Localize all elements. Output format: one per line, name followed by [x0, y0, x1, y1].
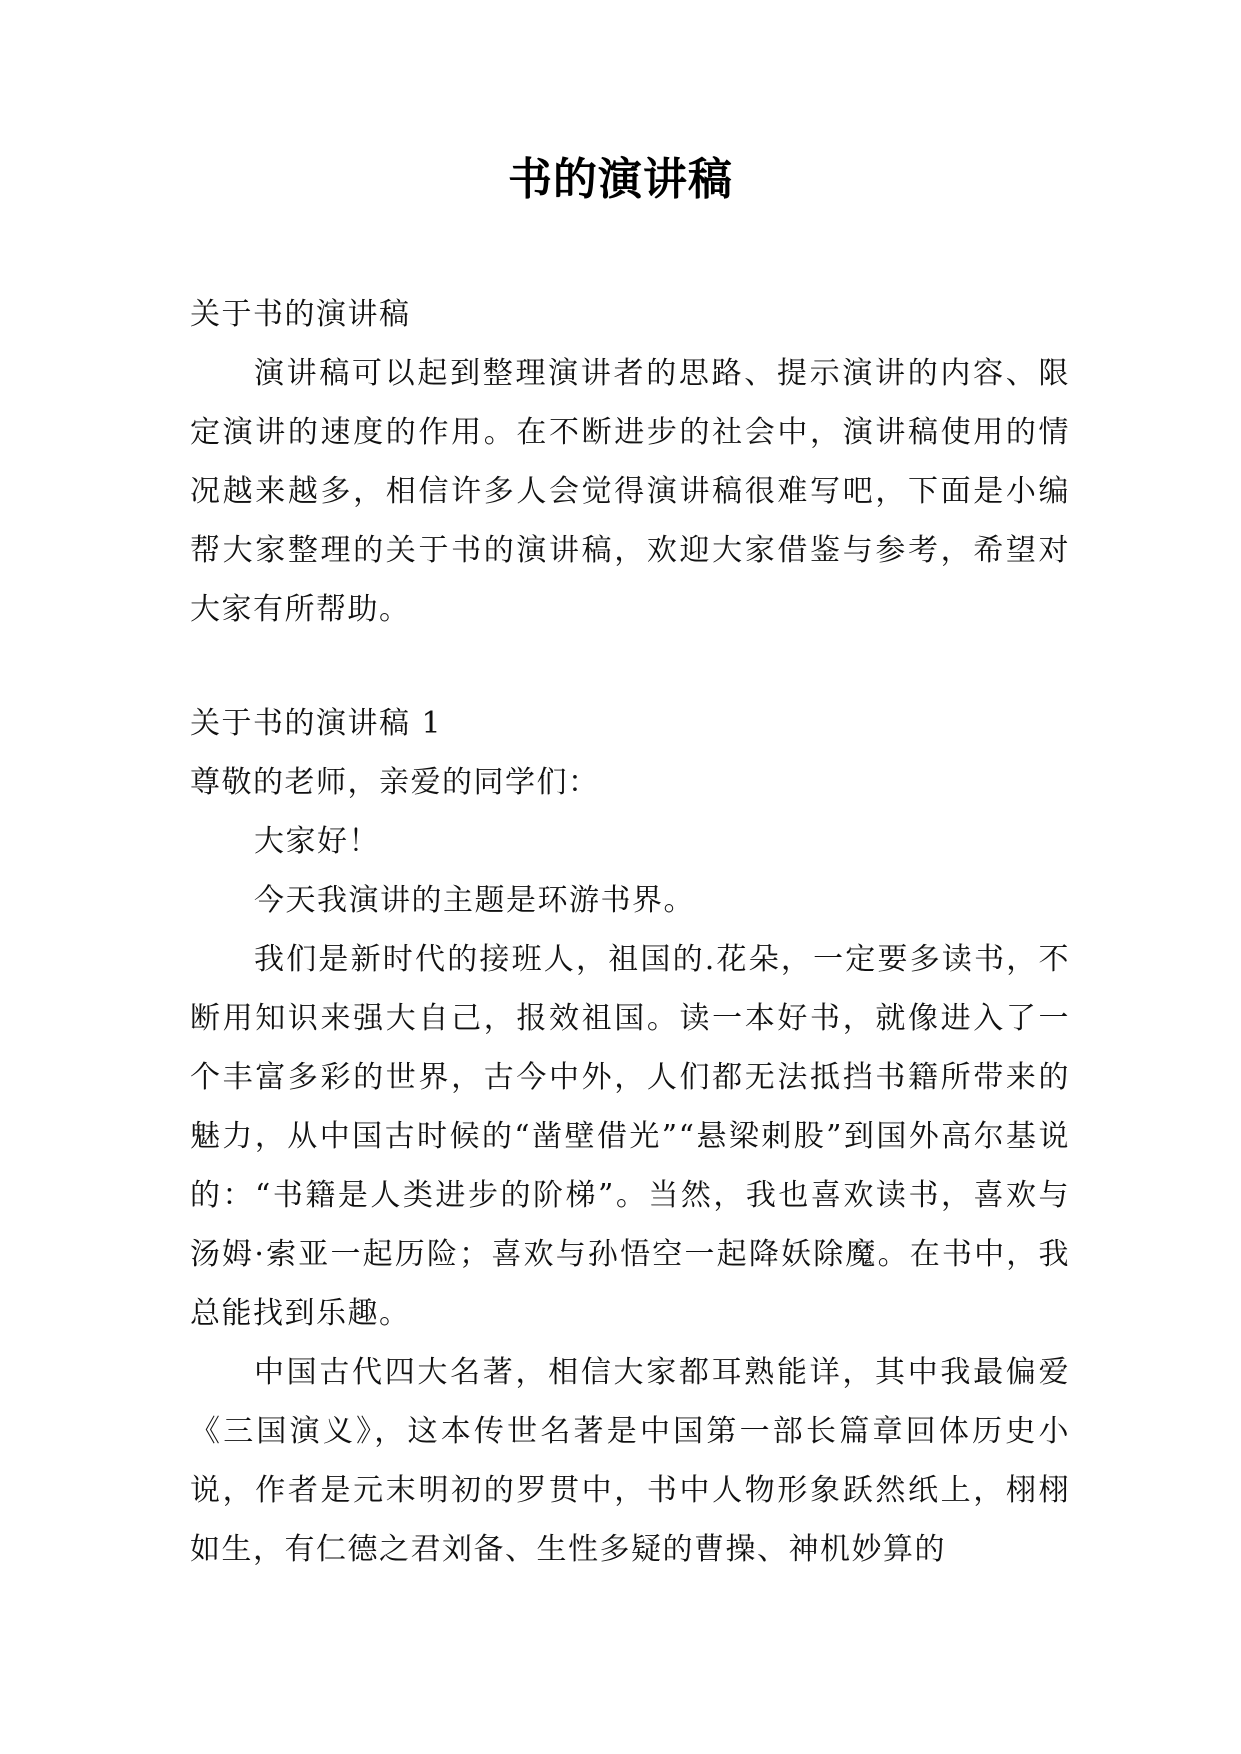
body-paragraph-1: 我们是新时代的接班人，祖国的.花朵，一定要多读书，不断用知识来强大自己，报效祖国。读一本好书，就像进入了一个丰富多彩的世界，古今中外，人们都无法抵挡书籍所带来的魅力，从中国古时候的“凿壁借光”“悬梁刺股”到国外高尔基说的：“书籍是人类进步的阶梯”。当然，我也喜欢读书，喜欢与汤姆·索亚一起历险；喜欢与孙悟空一起降妖除魔。在书中，我总能找到乐趣。 — [190, 942, 1070, 1331]
document-title: 书的演讲稿 — [508, 154, 733, 205]
greeting: 大家好！ — [254, 824, 380, 859]
subtitle: 关于书的演讲稿 — [190, 297, 411, 332]
salutation: 尊敬的老师，亲爱的同学们： — [190, 765, 600, 800]
document-body — [190, 285, 1070, 1579]
topic-sentence: 今天我演讲的主题是环游书界。 — [254, 883, 695, 918]
body-paragraph-2: 中国古代四大名著，相信大家都耳熟能详，其中我最偏爱《三国演义》，这本传世名著是中国第一部长篇章回体历史小说，作者是元末明初的罗贯中，书中人物形象跃然纸上，栩栩如生，有仁德之君刘备、生性多疑的曹操、神机妙算的 — [190, 1355, 1070, 1567]
section-gap — [190, 639, 1070, 694]
section-heading: 关于书的演讲稿 1 — [190, 706, 443, 741]
intro-paragraph: 演讲稿可以起到整理演讲者的思路、提示演讲的内容、限定演讲的速度的作用。在不断进步的社会中，演讲稿使用的情况越来越多，相信许多人会觉得演讲稿很难写吧，下面是小编帮大家整理的关于书的演讲稿，欢迎大家借鉴与参考，希望对大家有所帮助。 — [190, 356, 1070, 627]
